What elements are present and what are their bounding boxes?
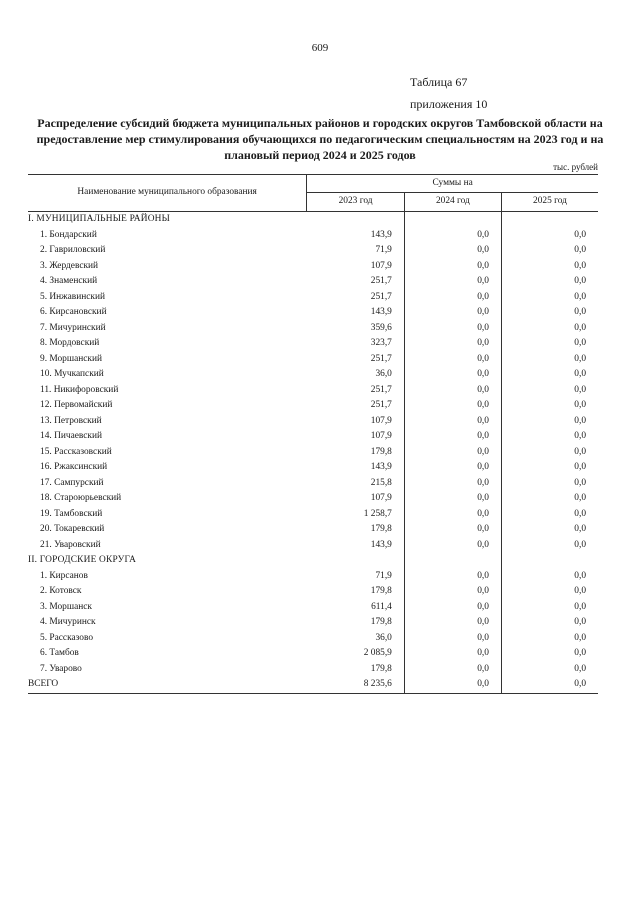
- total-label: ВСЕГО: [28, 677, 307, 693]
- value-2024: 0,0: [404, 274, 501, 290]
- table-row: [28, 445, 598, 461]
- value-2025: 0,0: [574, 307, 586, 317]
- section-spacer: [404, 553, 501, 569]
- value-2023: 107,9: [307, 491, 405, 507]
- table-row: [28, 476, 598, 492]
- table-row: [28, 383, 598, 399]
- value-2024: 0,0: [404, 491, 501, 507]
- municipality-name: 13. Петровский: [40, 415, 102, 426]
- document-title: Распределение субсидий бюджета муниципальных районов и городских округов Тамбовской области на предоставление мер стимулирования обучающихся по педагогическим специальностям на 2023 год и на плановый период 2024 и 2025 годов: [36, 116, 604, 162]
- value-2023: 107,9: [307, 429, 405, 445]
- municipality-name: 18. Староюрьевский: [40, 493, 122, 503]
- value-2024: 0,0: [404, 398, 501, 414]
- section-spacer: [501, 553, 598, 569]
- value-2024: 0,0: [404, 476, 501, 492]
- section-spacer: [404, 212, 501, 228]
- value-2023: 71,9: [307, 569, 405, 585]
- table-row: [28, 646, 598, 662]
- municipality-name: 19. Тамбовский: [40, 508, 103, 519]
- value-2024: 0,0: [404, 507, 501, 523]
- value-2023: 107,9: [307, 414, 405, 430]
- table-body: [28, 212, 598, 694]
- value-2025: 0,0: [574, 617, 586, 627]
- value-2024: 0,0: [404, 321, 501, 337]
- value-2024: 0,0: [404, 569, 501, 585]
- municipality-name: 20. Токаревский: [40, 524, 105, 534]
- value-2023: 251,7: [307, 398, 405, 414]
- value-2023: 251,7: [307, 274, 405, 290]
- value-2023: 179,8: [307, 662, 405, 678]
- table-row: [28, 507, 598, 523]
- value-2024: 0,0: [404, 336, 501, 352]
- municipality-name: 8. Мордовский: [40, 338, 100, 348]
- value-2023: 143,9: [307, 228, 405, 244]
- table-row: [28, 305, 598, 321]
- value-2025: 0,0: [574, 338, 586, 348]
- section-title: II. ГОРОДСКИЕ ОКРУГА: [28, 555, 137, 565]
- header-name: Наименование муниципального образования: [28, 175, 307, 212]
- table-row: [28, 243, 598, 259]
- section-spacer: [307, 212, 405, 228]
- value-2025: 0,0: [574, 648, 586, 658]
- subsidy-table: [28, 174, 598, 694]
- value-2023: 179,8: [307, 615, 405, 631]
- value-2024: 0,0: [404, 367, 501, 383]
- value-2024: 0,0: [404, 662, 501, 678]
- section-header-row: [28, 553, 598, 569]
- value-2024: 0,0: [404, 352, 501, 368]
- value-2023: 143,9: [307, 538, 405, 554]
- value-2023: 359,6: [307, 321, 405, 337]
- table-row: [28, 615, 598, 631]
- value-2025: 0,0: [574, 570, 586, 581]
- value-2023: 143,9: [307, 460, 405, 476]
- table-row: [28, 631, 598, 647]
- table-row: [28, 491, 598, 507]
- section-spacer: [501, 212, 598, 228]
- value-2023: 251,7: [307, 352, 405, 368]
- value-2023: 251,7: [307, 290, 405, 306]
- municipality-name: 6. Кирсановский: [40, 307, 107, 317]
- value-2025: 0,0: [574, 260, 586, 271]
- value-2025: 0,0: [574, 400, 586, 410]
- municipality-name: 17. Сампурский: [40, 477, 104, 488]
- value-2025: 0,0: [574, 245, 586, 255]
- table-row: [28, 569, 598, 585]
- municipality-name: 1. Кирсанов: [40, 570, 88, 581]
- value-2023: 107,9: [307, 259, 405, 275]
- table-row: [28, 522, 598, 538]
- value-2025: 0,0: [574, 493, 586, 503]
- value-2024: 0,0: [404, 615, 501, 631]
- value-2023: 36,0: [307, 367, 405, 383]
- municipality-name: 9. Моршанский: [40, 353, 102, 364]
- value-2024: 0,0: [404, 383, 501, 399]
- municipality-name: 1. Бондарский: [40, 229, 97, 240]
- value-2024: 0,0: [404, 243, 501, 259]
- value-2025: 0,0: [574, 229, 586, 240]
- municipality-name: 4. Знаменский: [40, 276, 98, 286]
- value-2023: 215,8: [307, 476, 405, 492]
- table-row: [28, 274, 598, 290]
- value-2025: 0,0: [574, 508, 586, 519]
- value-2023: 179,8: [307, 584, 405, 600]
- value-2024: 0,0: [404, 259, 501, 275]
- total-row: [28, 677, 598, 693]
- table-row: [28, 584, 598, 600]
- table-row: [28, 398, 598, 414]
- value-2024: 0,0: [404, 414, 501, 430]
- value-2025: 0,0: [574, 663, 586, 674]
- value-2024: 0,0: [404, 305, 501, 321]
- value-2023: 1 258,7: [307, 507, 405, 523]
- value-2024: 0,0: [404, 429, 501, 445]
- value-2024: 0,0: [404, 584, 501, 600]
- municipality-name: 11. Никифоровский: [40, 384, 119, 395]
- table-row: [28, 228, 598, 244]
- value-2024: 0,0: [404, 600, 501, 616]
- page-number: 609: [311, 42, 329, 54]
- value-2023: 143,9: [307, 305, 405, 321]
- value-2023: 323,7: [307, 336, 405, 352]
- municipality-name: 3. Жердевский: [40, 260, 99, 271]
- value-2024: 0,0: [404, 290, 501, 306]
- municipality-name: 5. Инжавинский: [40, 291, 106, 302]
- table-row: [28, 429, 598, 445]
- value-2025: 0,0: [574, 586, 586, 596]
- value-2024: 0,0: [404, 631, 501, 647]
- value-2024: 0,0: [404, 228, 501, 244]
- table-row: [28, 321, 598, 337]
- value-2023: 36,0: [307, 631, 405, 647]
- header-sums: Суммы на: [307, 175, 598, 193]
- value-2025: 0,0: [574, 462, 586, 472]
- value-2025: 0,0: [574, 276, 586, 286]
- value-2025: 0,0: [574, 601, 586, 612]
- municipality-name: 15. Рассказовский: [40, 446, 112, 457]
- value-2025: 0,0: [574, 384, 586, 395]
- total-2024: 0,0: [404, 677, 501, 693]
- value-2025: 0,0: [574, 291, 586, 302]
- municipality-name: 2. Котовск: [40, 586, 82, 596]
- municipality-name: 10. Мучкапский: [40, 369, 104, 379]
- municipality-name: 12. Первомайский: [40, 400, 113, 410]
- municipality-name: 21. Уваровский: [40, 539, 101, 550]
- value-2023: 71,9: [307, 243, 405, 259]
- table-row: [28, 367, 598, 383]
- table-row: [28, 600, 598, 616]
- value-2025: 0,0: [574, 477, 586, 488]
- section-title: I. МУНИЦИПАЛЬНЫЕ РАЙОНЫ: [28, 214, 171, 224]
- header-year-2023: 2023 год: [307, 193, 405, 212]
- units-label: тыс. рублей: [553, 162, 598, 172]
- municipality-name: 6. Тамбов: [40, 648, 79, 658]
- value-2025: 0,0: [574, 446, 586, 457]
- table-row: [28, 336, 598, 352]
- value-2024: 0,0: [404, 538, 501, 554]
- total-2023: 8 235,6: [307, 677, 405, 693]
- table-row: [28, 290, 598, 306]
- table-row: [28, 414, 598, 430]
- value-2023: 179,8: [307, 445, 405, 461]
- municipality-name: 7. Уварово: [40, 663, 82, 674]
- table-row: [28, 460, 598, 476]
- table-row: [28, 538, 598, 554]
- table-row: [28, 352, 598, 368]
- value-2025: 0,0: [574, 353, 586, 364]
- value-2025: 0,0: [574, 431, 586, 441]
- value-2023: 2 085,9: [307, 646, 405, 662]
- value-2024: 0,0: [404, 460, 501, 476]
- municipality-name: 16. Ржаксинский: [40, 462, 108, 472]
- value-2023: 179,8: [307, 522, 405, 538]
- value-2025: 0,0: [574, 322, 586, 333]
- municipality-name: 4. Мичуринск: [40, 617, 96, 627]
- value-2023: 611,4: [307, 600, 405, 616]
- value-2025: 0,0: [574, 632, 586, 643]
- municipality-name: 5. Рассказово: [40, 632, 94, 643]
- value-2024: 0,0: [404, 646, 501, 662]
- value-2025: 0,0: [574, 415, 586, 426]
- value-2025: 0,0: [574, 539, 586, 550]
- value-2024: 0,0: [404, 445, 501, 461]
- municipality-name: 14. Пичаевский: [40, 431, 103, 441]
- value-2025: 0,0: [574, 524, 586, 534]
- section-spacer: [307, 553, 405, 569]
- municipality-name: 2. Гавриловский: [40, 245, 106, 255]
- section-header-row: [28, 212, 598, 228]
- total-2025: 0,0: [501, 677, 598, 693]
- value-2023: 251,7: [307, 383, 405, 399]
- header-year-2025: 2025 год: [501, 193, 598, 212]
- table-row: [28, 259, 598, 275]
- value-2024: 0,0: [404, 522, 501, 538]
- value-2025: 0,0: [574, 369, 586, 379]
- table-label: Таблица 67: [410, 75, 468, 89]
- header-year-2024: 2024 год: [404, 193, 501, 212]
- table-row: [28, 662, 598, 678]
- municipality-name: 3. Моршанск: [40, 601, 92, 612]
- municipality-name: 7. Мичуринский: [40, 322, 106, 333]
- appendix-label: приложения 10: [410, 97, 488, 111]
